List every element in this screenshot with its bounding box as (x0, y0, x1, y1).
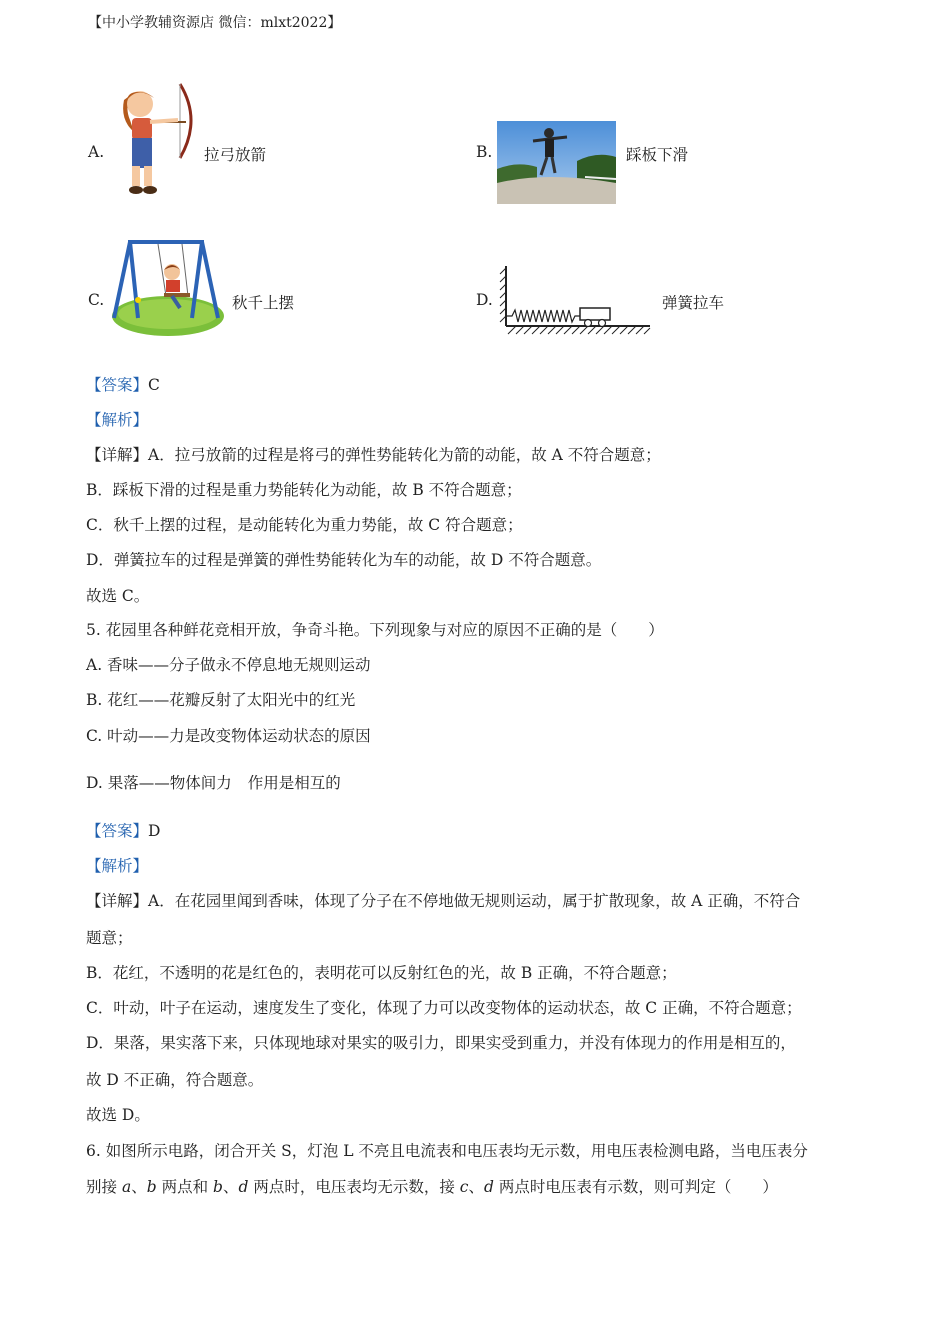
answer-tag: 【答案】 (86, 376, 149, 394)
q5-line: B．花红，不透明的花是红色的，表明花可以反射红色的光，故 B 正确，不符合题意； (86, 964, 677, 982)
q5-stem: 5. 花园里各种鲜花竞相开放，争奇斗艳。下列现象与对应的原因不正确的是（ ） (86, 621, 664, 639)
q4-line: B．踩板下滑的过程是重力势能转化为动能，故 B 不符合题意； (86, 481, 522, 499)
q6-text: 两点时，电压表均无示数，接 (248, 1178, 460, 1196)
q5-option-a: A. 香味——分子做永不停息地无规则运动 (86, 656, 371, 674)
q6-stem-line1: 6. 如图所示电路，闭合开关 S，灯泡 L 不亮且电流表和电压表均无示数，用电压表检测电路，当电压表分 (86, 1142, 808, 1160)
q4-analysis-tag: 【解析】 (86, 411, 149, 429)
q6-text: 、 (468, 1178, 484, 1196)
q5-option-d-part1: D. 果落——物体间力 (86, 774, 232, 792)
answer-tag: 【答案】 (86, 822, 149, 840)
detail-tag: 【详解】 (86, 892, 149, 910)
q5-option-b: B. 花红——花瓣反射了太阳光中的红光 (86, 691, 356, 709)
option-c-letter: C. (88, 291, 105, 309)
point-d: d (483, 1178, 494, 1196)
q5-line: 故 D 不正确，符合题意。 (86, 1071, 264, 1089)
q6-text: 、 (222, 1178, 239, 1196)
q4-line: D．弹簧拉车的过程是弹簧的弹性势能转化为车的动能，故 D 不符合题意。 (86, 551, 602, 569)
option-d-caption: 弹簧拉车 (662, 294, 725, 312)
swing-illustration-icon (108, 238, 224, 338)
point-b: b (213, 1178, 223, 1196)
option-a-letter: A. (88, 143, 105, 161)
option-d-letter: D. (476, 291, 493, 309)
q4-answer (86, 375, 160, 395)
q6-text: 别接 (86, 1178, 122, 1196)
page-header: 【中小学教辅资源店 微信：mlxt2022】 (88, 15, 342, 31)
detail-tag: 【详解】 (86, 446, 149, 464)
q6-text: 、 (131, 1178, 147, 1196)
q5-line: 题意； (86, 929, 133, 947)
detail-text: A．拉弓放箭的过程是将弓的弹性势能转化为箭的动能，故 A 不符合题意； (148, 446, 661, 464)
q6-text: 两点和 (156, 1178, 213, 1196)
q5-detail-line (86, 891, 800, 911)
point-c: c (459, 1178, 469, 1196)
q5-answer (86, 821, 160, 841)
answer-value: C (148, 376, 160, 394)
option-a-caption: 拉弓放箭 (204, 146, 267, 164)
q6-stem-line2 (86, 1177, 778, 1197)
option-b-caption: 踩板下滑 (626, 146, 689, 164)
q5-line: C．叶动，叶子在运动，速度发生了变化，体现了力可以改变物体的运动状态，故 C 正确，不符合题意； (86, 999, 802, 1017)
point-b: b (146, 1178, 157, 1196)
skateboarder-photo-icon (497, 121, 616, 204)
spring-cart-diagram-icon (498, 264, 652, 338)
q5-conclusion: 故选 D。 (86, 1106, 150, 1124)
detail-text: A．在花园里闻到香味，体现了分子在不停地做无规则运动，属于扩散现象，故 A 正确，不符合 (148, 892, 801, 910)
option-b-letter: B. (476, 143, 493, 161)
girl-archer-icon (110, 80, 196, 198)
q5-analysis-tag: 【解析】 (86, 857, 149, 875)
q5-line: D．果落，果实落下来，只体现地球对果实的吸引力，即果实受到重力，并没有体现力的作用是相互的， (86, 1034, 796, 1052)
answer-value: D (148, 822, 161, 840)
option-c-caption: 秋千上摆 (232, 294, 295, 312)
q6-text: 两点时电压表有示数，则可判定（ ） (493, 1178, 778, 1196)
point-d: d (238, 1178, 249, 1196)
q4-conclusion: 故选 C。 (86, 587, 150, 605)
q5-option-c: C. 叶动——力是改变物体运动状态的原因 (86, 727, 371, 745)
q4-detail-line (86, 445, 661, 465)
q4-line: C．秋千上摆的过程，是动能转化为重力势能，故 C 符合题意； (86, 516, 523, 534)
q5-option-d (86, 773, 341, 793)
point-a: a (121, 1178, 132, 1196)
q5-option-d-part2: 作用是相互的 (247, 774, 341, 792)
